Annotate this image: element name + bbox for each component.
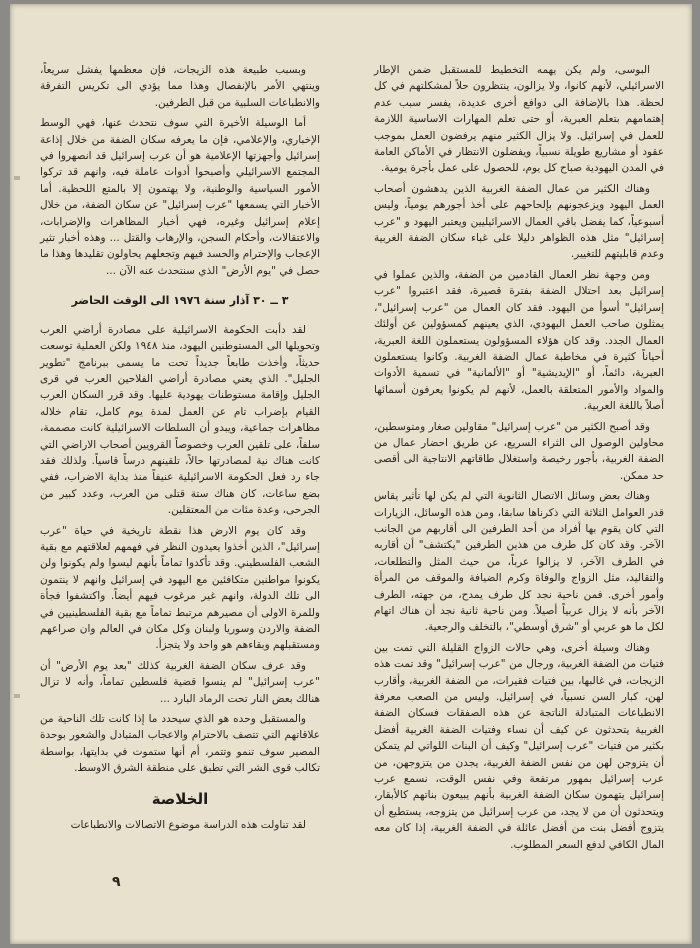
document-page — [10, 4, 692, 944]
paragraph: وهناك الكثير من عمال الضفة الغربية الذين يدهشون أصحاب العمل اليهود ويزعجونهم بإلحاحهم على أخذ أجورهم يومياً، وليس أسبوعياً، كما يفضل باقي العمال الاسرائيليين ويعتبر اليهود و "عرب إسرائيل" مثل هذه الظواهر دليلا على غباء سكان الضفة الغربية وعدم قابليتهم للتغيير. — [374, 182, 664, 261]
paragraph: وهناك بعض وسائل الاتصال الثانوية التي لم يكن لها تأثير يقاس قدر العوامل الثلاثة التي ذكرناها سابقا، ومن هذه الوسائل، الزيارات التي كان يقوم بها أفراد من أحد الطرفين الى أقاربهم من الجانب الآخر. وقد كان كل طرف من هذين الطرفين "يكتشف" أن أقاربه في الطرف الآخر، لا يزالوا عرباً، من حيث المثل والتطلعات، والتقاليد، مثل الزواج والوفاة وكرم الضيافة والموقف من المرأة وأمور أخرى. فمن ناحية نجد كل طرف يمدح، من جهته، الطرف الآخر بأنه لا يزال عربياً أصيلاً. ومن ناحية ثانية نجد أن هناك اتهام لكل ما هو عربي أو "شرق أوسطي"، بالتخلف والرجعية. — [374, 490, 664, 634]
page-number: ٩ — [112, 874, 121, 890]
paragraph: وقد كان يوم الارض هذا نقطة تاريخية في حياة "عرب إسرائيل"، الذين أخذوا يعيدون النظر في فهمهم لعلاقتهم مع بقية الشعب الفلسطيني. وقد تأكدوا تماماً بأنهم ليسوا ولم يكونوا ولن يكونوا مواطنين متكافئين مع اليهود في إسرائيل وانهم لا ينتمون الى تلك الدولة، وانهم غير مرغوب فيهم أيضاً. واكتشفوا فجأة وللمرة الاولى أن مصيرهم مرتبط تماماً مع بقية الفلسطينيين في الضفة والاردن وسوريا ولبنان وكل مكان في العالم وان صراعهم ومستقبلهم وبقاءهم هو واحد ولا يتجزأ. — [40, 524, 320, 652]
right-column — [374, 62, 664, 857]
paragraph: لقد دأبت الحكومة الاسرائيلية على مصادرة أراضي العرب وتحويلها الى المستوطنين اليهود، منذ ١٩٤٨ ولكن العملية توسعت حديثاً، وأخذت طابعاً جديداً تحت ما يسمى ببرنامج "تطوير الجليل". الذي يعني مصادرة أراضي الفلاحين العرب في قرى الجليل وإقامة مستوطنات يهودية عليها. وقد قرر السكان العرب القيام بإضراب تام عن العمل لمدة يوم كامل، تقام خلاله مظاهرات جماعية، ويبدو أن السلطات الاسرائيلية كانت مصممة، سلفاً، على تلقين العرب وخصوصاً القرويين أصحاب الاراضي التي كانت هناك نية لمصادرتها حالاً، تلقينهم درساً قاسياً. ولذلك فقد جاء رد فعل الحكومة الاسرائيلية عنيفاً منذ بداية الاضراب، ففي بضع ساعات، كان هناك ستة قتلى من العرب، وعدد كبير من الجرحى، وعدة مئات من المعتقلين. — [40, 323, 320, 517]
paragraph: ومن وجهة نظر العمال القادمين من الضفة، والذين عملوا في إسرائيل بعد احتلال الضفة بفترة قصيرة، فقد اعتبروا "عرب إسرائيل" أسوأ من اليهود. فقد كان العمال من "عرب إسرائيل"، يمثلون صاحب العمل اليهودي، الذي يعينهم كمسؤولين عن أولئك العمال الجدد. وقد كان هؤلاء المسؤولون يستعملون اللغة العبرية، أحياناً كثيرة في مخاطبة عمال الضفة الغربية. وكانوا يستعملون العبرية، دائماً، أو "الإيديشية" أو "الألمانية" في تسمية الأدوات والمواد والأمور المتعلقة بالعمل، لأنهم لم يكونوا يعرفون أسمائها أصلاً باللغة العربية. — [374, 268, 664, 413]
paragraph: أما الوسيلة الأخيرة التي سوف نتحدث عنها، فهي الوسط الإخباري، والإعلامي، فإن ما يعرفه سكان الضفة من خلال إذاعة إسرائيل وأجهزتها الإعلامية هو أن عرب إسرائيل قد انصهروا في المجتمع الاسرائيلي وأصبحوا أدوات عاملة فيه، وانهم قد تركوا الأمور السياسية والوطنية، ولا يهتمون إلا بالمتع اللحظية. أما الأخبار التي يسمعها "عرب إسرائيل" عن سكان الضفة، من خلال إعلام إسرائيل وغيره، فهي أخبار المظاهرات والإضرابات، والاعتقالات، وأحكام السجن، والإرهاب والقتل ... وهذه أخبار تثير الإعجاب والإحترام والحسد فيهم وتجعلهم يحاولون تقليدها وهذا ما حصل في "يوم الأرض" الذي سنتحدث عنه الآن ... — [40, 117, 320, 277]
left-column — [40, 62, 320, 837]
conclusion-paragraph: لقد تناولت هذه الدراسة موضوع الاتصالات والانطباعات — [70, 819, 306, 832]
binding-mark — [14, 694, 20, 698]
date-heading: ٣ ــ ٣٠ آذار سنة ١٩٧٦ الى الوقت الحاضر — [71, 294, 289, 308]
paragraph: والمستقبل وحده هو الذي سيحدد ما إذا كانت تلك الناحية من علاقاتهم التي تتصف بالاحترام والاعجاب المتبادل والشعور بوحدة المصير سوف تنمو وتتمر، أم أنها ستموت في بدايتها، بواسطة تكالب قوى الشر التي تطبق على منطقة الشرق الاوسط. — [40, 713, 320, 775]
paragraph: وهناك وسيلة أخرى، وهي حالات الزواج القليلة التي تمت بين فتيات من الضفة الغربية، ورجال من "عرب إسرائيل" وقد تمت هذه الزيجات، في غالبها، بين فتيات فقيرات، من الضفة الغربية، وأقارب لهن، كبار السن نسبياً، في إسرائيل. وليس من الصعب معرفة الانطباعات المتبادلة الناتجة عن هذه الصفقات فسكان الضفة الغربية يتحدثون عن كيف أن نساء وفتيات الضفة الغربية أفضل بكثير من فتيات "عرب إسرائيل" وكيف أن البنات اللواتي لم يتمكن أن يتزوجن لهن من نفس الضفة الغربية، يجدن من يتزوجهن، من عرب إسرائيل بمهور مرتفعة وفي نفس الوقت، نسمع عرب إسرائيل يتهمون سكان الضفة الغربية بأنهم يبيعون بناتهم كالأبقار، ويتحدثون أن من لا يجد، من عرب إسرائيل من يتزوجه، يستطيع أن يتزوج أفضل بنت من أفضل عائلة في الضفة الغربية، إذا كان معه المال الكافي لدفع السعر المطلوب. — [374, 641, 664, 851]
paragraph: وقد عرف سكان الضفة الغربية كذلك "بعد يوم الأرض" أن "عرب إسرائيل" لم ينسوا قضية فلسطين تماماً، وأنه لا تزال هنالك بعض النار تحت الرماد البارد ... — [40, 659, 320, 705]
paragraph: وبسبب طبيعة هذه الزيجات، فإن معظمها يفشل سريعاً، وينتهي الأمر بالإنفصال وهذا مما يؤدي الى تكريس التفرقة والانطباعات السلبية من قبل الطرفين. — [40, 64, 320, 109]
paragraph: البوسى، ولم يكن يهمه التخطيط للمستقبل ضمن الإطار الاسرائيلي، لأنهم كانوا، ولا يزالون، ينتظرون حلاً لمشكلتهم في كل لحظة. هذا بالإضافة الى دوافع أخرى عديدة، يفسر سبب عدم إهتمامهم بتعلم العبرية، أو حتى تعلم المهارات الاساسية اللازمة للعمل في إسرائيل. ولا يزال الكثير منهم يرفضون العمل بموجب عقود أو مشاريع طويلة نسبياً، ويفضلون الانتظار في الأماكن العامة في المدن اليهودية صباح كل يوم، للحصول على عمل بأجرة يومية. — [374, 64, 664, 175]
binding-mark — [14, 176, 20, 180]
section-heading: الخلاصة — [151, 789, 209, 808]
paragraph: وقد أصبح الكثير من "عرب إسرائيل" مقاولين صغار ومتوسطين، محاولين الوصول الى الثراء السريع، عن طريق احضار عمال من الضفة الغربية، بأجور رخيصة واستغلال طاقاتهم الانتاجية الى أقصى حد ممكن. — [374, 420, 664, 482]
